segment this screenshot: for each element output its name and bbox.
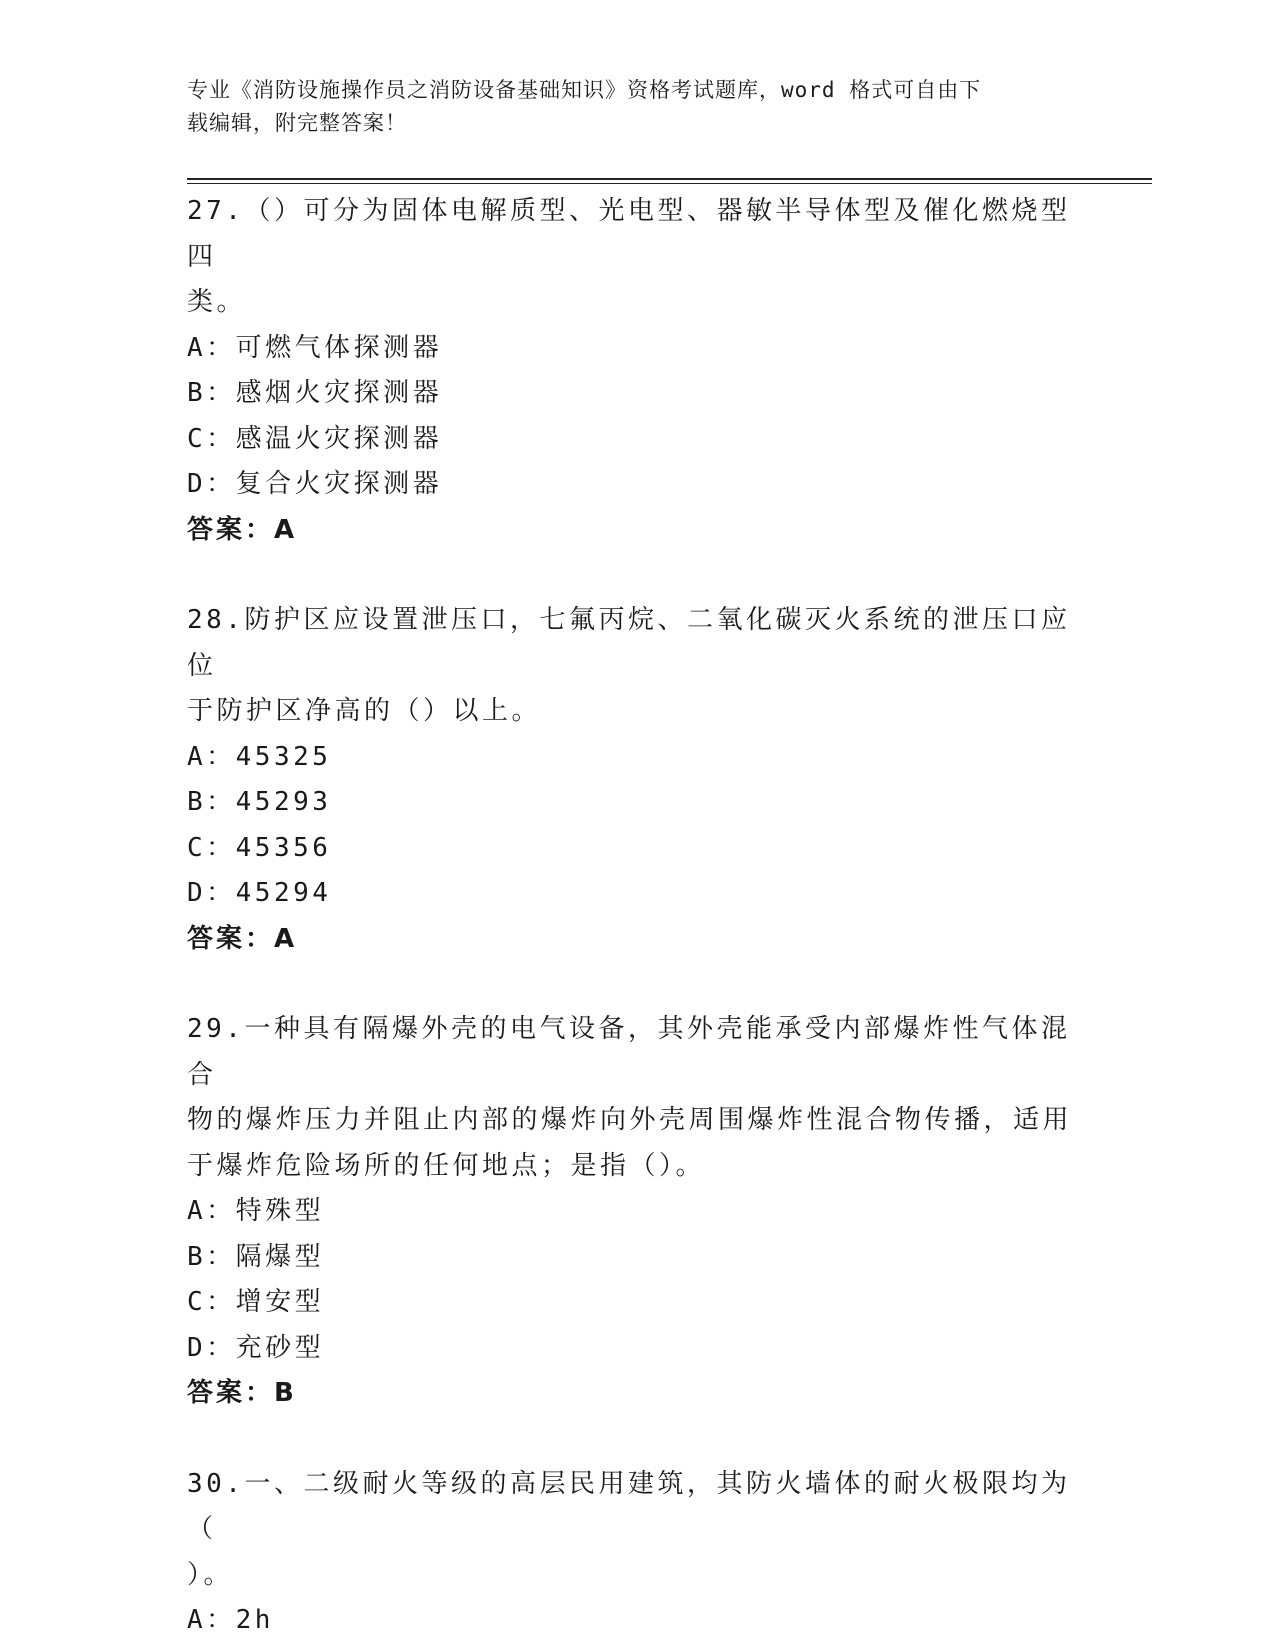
question-stem xyxy=(187,598,1077,735)
option-a: A：特殊型 xyxy=(187,1196,325,1226)
stem-line: ）。 xyxy=(187,1559,234,1590)
stem-line: 28.防护区应设置泄压口，七氟丙烷、二氧化碳灭火系统的泄压口应位 xyxy=(187,605,1071,681)
stem-line: 于爆炸危险场所的任何地点；是指（）。 xyxy=(187,1150,706,1181)
stem-line: 于防护区净高的（）以上。 xyxy=(187,696,542,726)
question-stem xyxy=(187,1007,1077,1189)
stem-line: 30.一、二级耐火等级的高层民用建筑，其防火墙体的耐火极限均为（ xyxy=(187,1468,1071,1544)
stem-line: 29.一种具有隔爆外壳的电气设备，其外壳能承受内部爆炸性气体混合 xyxy=(187,1014,1071,1090)
option-b: B：感烟火灾探测器 xyxy=(187,378,443,408)
question-list xyxy=(187,189,1077,1644)
stem-line: 27.（）可分为固体电解质型、光电型、器敏半导体型及催化燃烧型四 xyxy=(187,196,1071,272)
option-c: C：感温火灾探测器 xyxy=(187,423,443,454)
option-d: D：45294 xyxy=(187,878,332,908)
stem-line: 类。 xyxy=(187,287,247,317)
option-c: C：45356 xyxy=(187,832,332,863)
option-b: B：45293 xyxy=(187,787,332,817)
option-d: D：复合火灾探测器 xyxy=(187,469,443,499)
option-a: A：可燃气体探测器 xyxy=(187,332,443,363)
question-28 xyxy=(187,598,1077,962)
question-29 xyxy=(187,1007,1077,1417)
document-header xyxy=(187,74,1067,140)
answer-line: 答案：A xyxy=(187,514,298,545)
option-d: D：充砂型 xyxy=(187,1332,325,1363)
answer-line: 答案：A xyxy=(187,923,298,954)
stem-line: 物的爆炸压力并阻止内部的爆炸向外壳周围爆炸性混合物传播，适用 xyxy=(187,1105,1073,1135)
header-divider-thick xyxy=(187,178,1152,180)
option-c: C：增安型 xyxy=(187,1287,325,1317)
header-line-2: 载编辑，附完整答案！ xyxy=(187,111,407,135)
option-b: B：隔爆型 xyxy=(187,1241,325,1272)
option-a: A：45325 xyxy=(187,741,332,772)
question-stem xyxy=(187,189,1077,326)
question-stem xyxy=(187,1462,1077,1599)
header-divider-thin xyxy=(187,183,1152,184)
question-27 xyxy=(187,189,1077,553)
option-a: A：2h xyxy=(187,1605,274,1635)
answer-line: 答案：B xyxy=(187,1378,297,1408)
header-line-1: 专业《消防设施操作员之消防设备基础知识》资格考试题库，word 格式可自由下 xyxy=(187,78,982,102)
question-30 xyxy=(187,1462,1077,1644)
